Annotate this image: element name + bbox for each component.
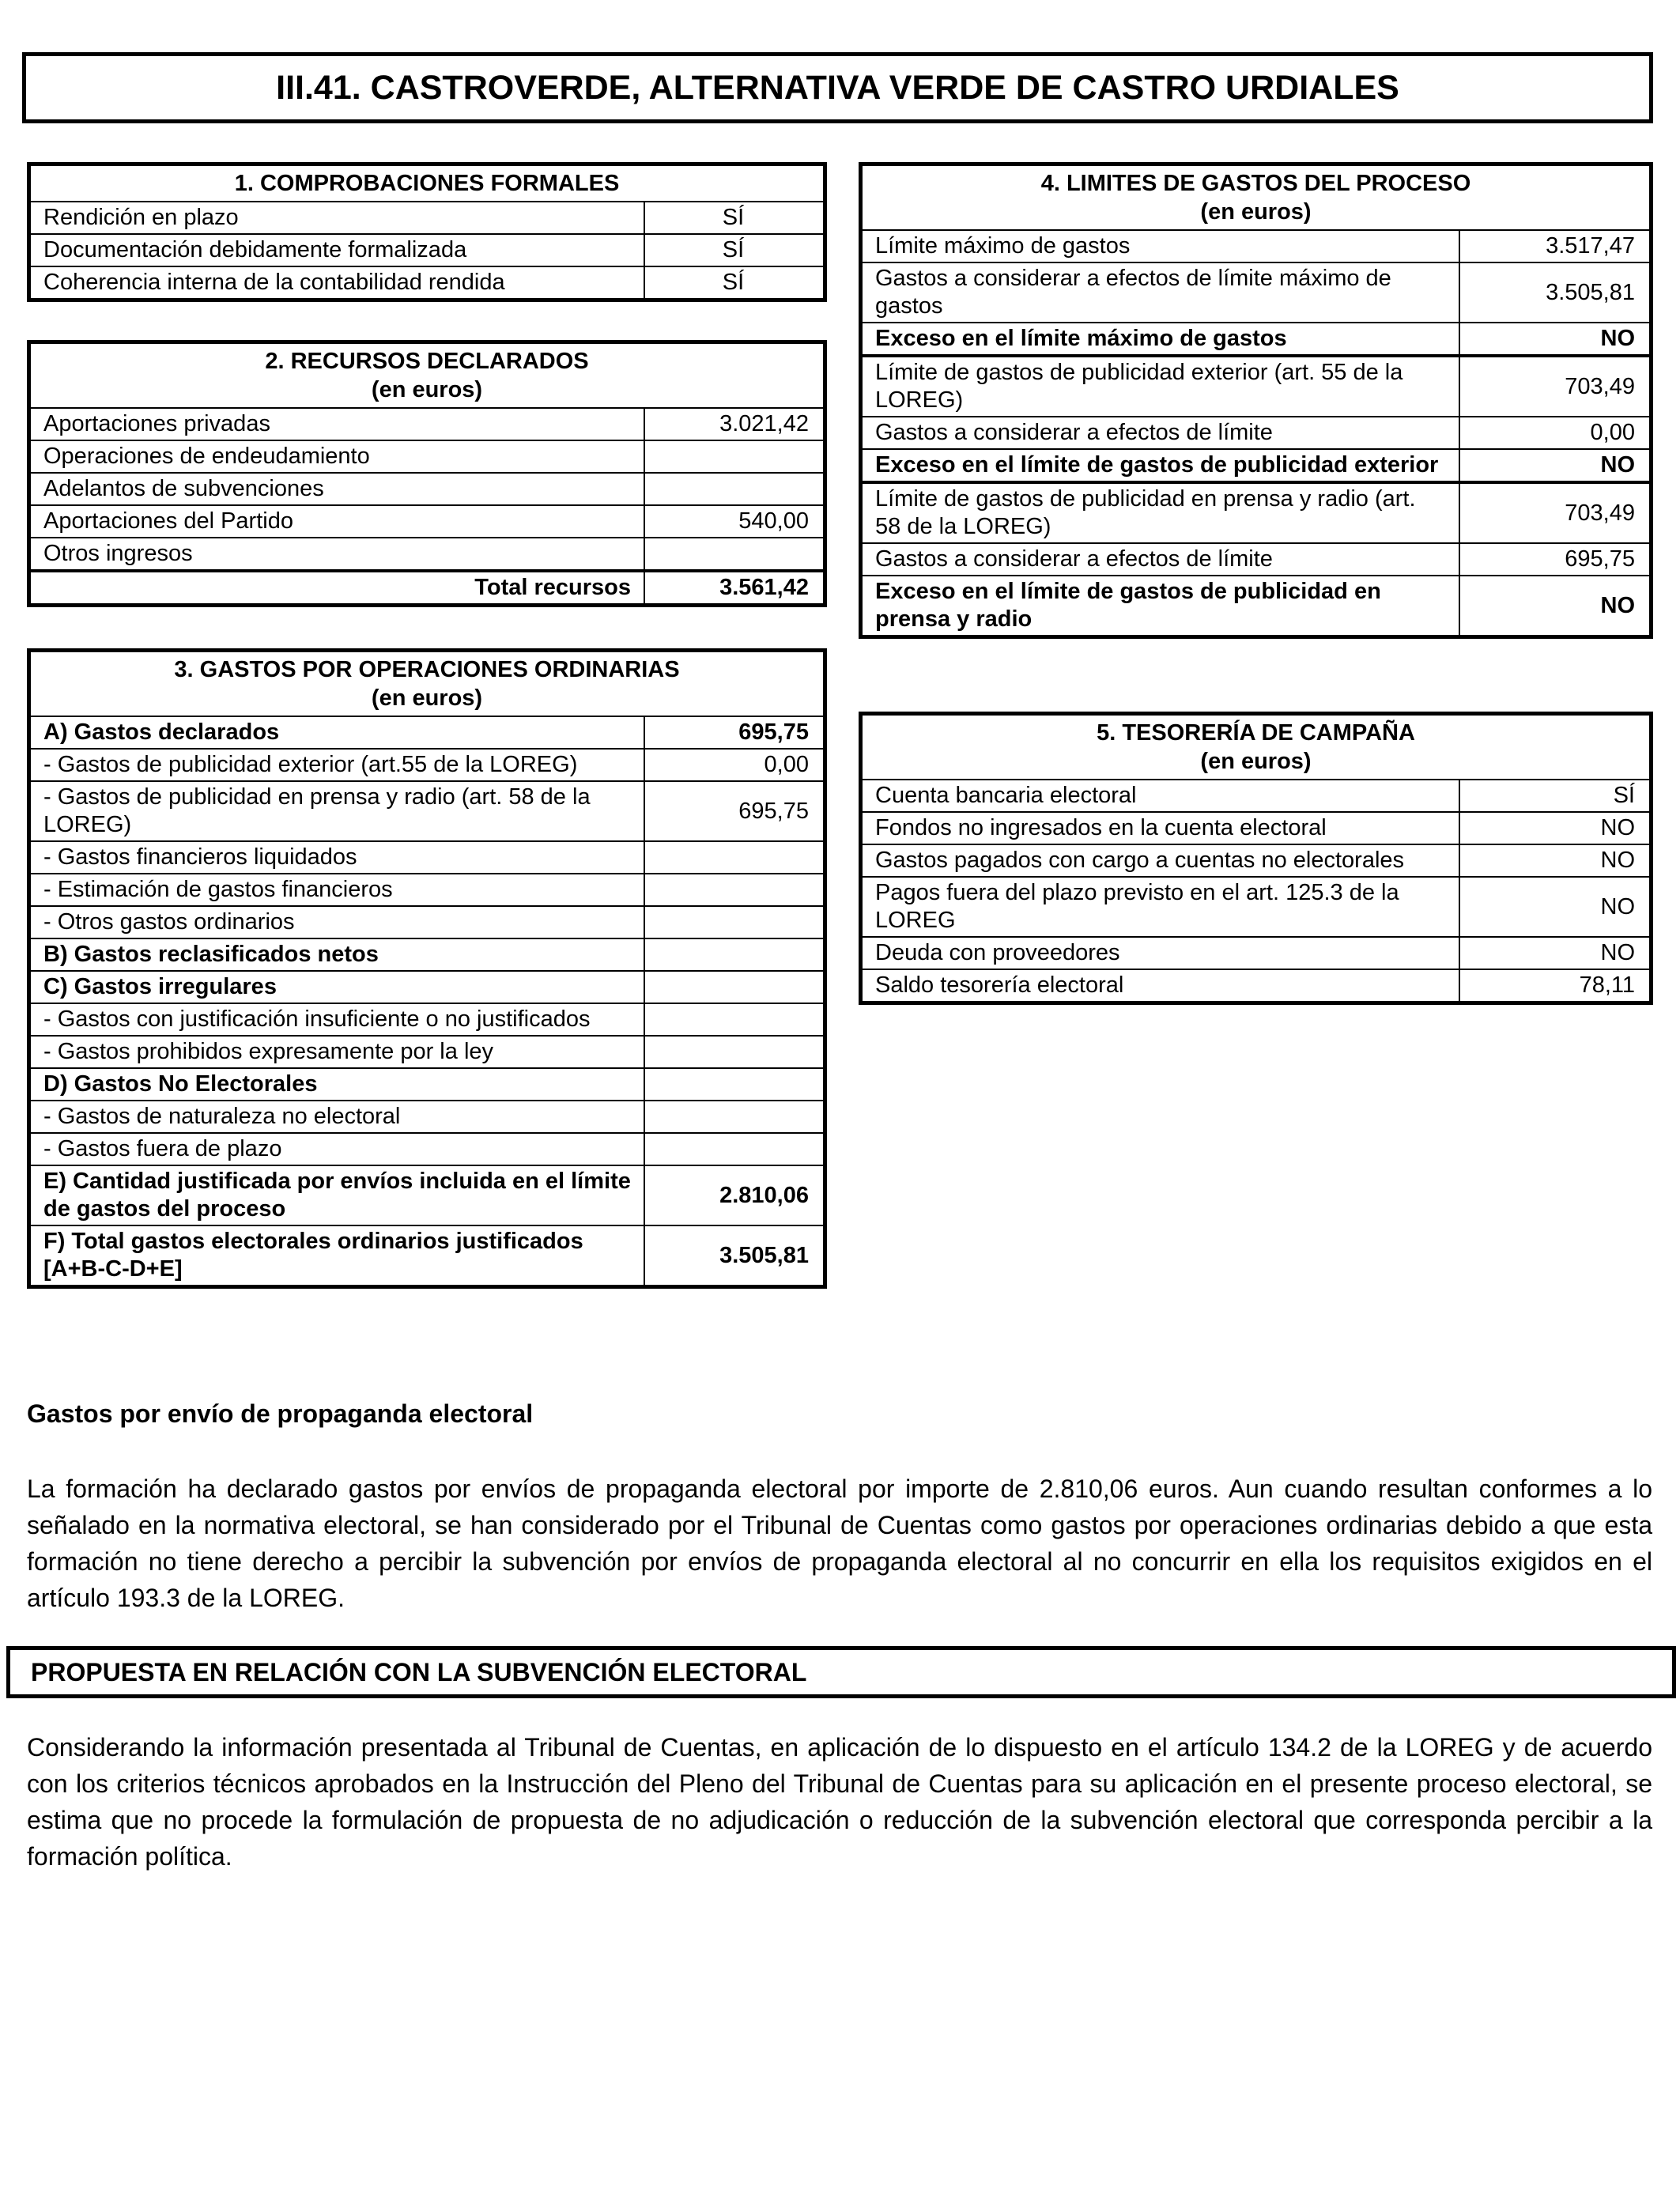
table-row: Otros ingresos — [31, 538, 823, 571]
formal-checks-table — [27, 162, 827, 302]
section-unit: (en euros) — [371, 377, 483, 402]
table-row: Gastos pagados con cargo a cuentas no electorales NO — [863, 844, 1649, 877]
table-row: D) Gastos No Electorales — [31, 1068, 823, 1101]
propuesta-heading: PROPUESTA EN RELACIÓN CON LA SUBVENCIÓN ELECTORAL — [6, 1646, 1676, 1698]
propuesta-paragraph: Considerando la información presentada al Tribunal de Cuentas, en aplicación de lo dispuesto en el artículo 134.2 de la LOREG y de acuerdo con los criterios técnicos aprobados en la Instrucción del Pleno del Tribunal de Cuentas para su aplicación en el presente proceso electoral, se estima que no procede la formulación de propuesta de no adjudicación o reducción de la subvención electoral que corresponda percibir a la formación política. — [27, 1733, 1652, 1871]
table-row: Exceso en el límite de gastos de publicidad en prensa y radio NO — [863, 576, 1649, 635]
section-title: 3. GASTOS POR OPERACIONES ORDINARIAS — [174, 657, 680, 682]
table-row: Exceso en el límite de gastos de publicidad exterior NO — [863, 449, 1649, 482]
page-title: III.41. CASTROVERDE, ALTERNATIVA VERDE DE CASTRO URDIALES — [22, 52, 1653, 123]
table-row: Cuenta bancaria electoral SÍ — [863, 780, 1649, 812]
table-row: F) Total gastos electorales ordinarios justificados [A+B-C-D+E] 3.505,81 — [31, 1225, 823, 1285]
table-row: Operaciones de endeudamiento — [31, 440, 823, 473]
table-row: Pagos fuera del plazo previsto en el art. 125.3 de la LOREG NO — [863, 877, 1649, 937]
table-row: Gastos a considerar a efectos de límite 0,00 — [863, 417, 1649, 449]
spending-limits-table — [859, 162, 1653, 639]
table-row: Gastos a considerar a efectos de límite 695,75 — [863, 543, 1649, 576]
table-row: - Gastos de publicidad en prensa y radio (art. 58 de la LOREG) 695,75 — [31, 781, 823, 841]
table-row: - Gastos con justificación insuficiente o no justificados — [31, 1003, 823, 1036]
section-title: 5. TESORERÍA DE CAMPAÑA — [1097, 720, 1415, 746]
section-title: 4. LIMITES DE GASTOS DEL PROCESO — [1040, 171, 1471, 196]
table-row: Fondos no ingresados en la cuenta electoral NO — [863, 812, 1649, 844]
table-row: - Gastos de publicidad exterior (art.55 de la LOREG) 0,00 — [31, 749, 823, 781]
table-row: - Otros gastos ordinarios — [31, 906, 823, 938]
total-row: Total recursos 3.561,42 — [31, 571, 823, 603]
table-row: Documentación debidamente formalizada SÍ — [31, 234, 823, 266]
table-row: - Estimación de gastos financieros — [31, 874, 823, 906]
table-row: B) Gastos reclasificados netos — [31, 938, 823, 971]
table-row: Límite de gastos de publicidad en prensa y radio (art. 58 de la LOREG) 703,49 — [863, 482, 1649, 543]
section-unit: (en euros) — [1200, 199, 1312, 225]
section-unit: (en euros) — [1200, 749, 1312, 774]
table-row: Aportaciones privadas 3.021,42 — [31, 408, 823, 440]
table-row: Exceso en el límite máximo de gastos NO — [863, 323, 1649, 356]
section-title: 2. RECURSOS DECLARADOS — [265, 349, 589, 374]
envio-heading: Gastos por envío de propaganda electoral — [27, 1399, 534, 1428]
declared-resources-table — [27, 340, 827, 607]
section-unit: (en euros) — [371, 685, 483, 711]
table-row: C) Gastos irregulares — [31, 971, 823, 1003]
ordinary-expenses-table — [27, 648, 827, 1289]
table-row: Aportaciones del Partido 540,00 — [31, 505, 823, 538]
table-row: Límite de gastos de publicidad exterior (art. 55 de la LOREG) 703,49 — [863, 356, 1649, 417]
campaign-treasury-table — [859, 712, 1653, 1005]
table-row: - Gastos financieros liquidados — [31, 841, 823, 874]
envio-paragraph: La formación ha declarado gastos por envíos de propaganda electoral por importe de 2.810,06 euros. Aun cuando resultan conformes a lo señalado en la normativa electoral, se han considerado por el Tribunal de Cuentas como gastos por operaciones ordinarias debido a que esta formación no tiene derecho a percibir la subvención por envíos de propaganda electoral al no concurrir en ella los requisitos exigidos en el artículo 193.3 de la LOREG. — [27, 1475, 1652, 1612]
table-row: Adelantos de subvenciones — [31, 473, 823, 505]
table-row: Rendición en plazo SÍ — [31, 202, 823, 234]
table-row: Deuda con proveedores NO — [863, 937, 1649, 969]
section-title: 1. COMPROBACIONES FORMALES — [234, 171, 620, 196]
table-row: - Gastos de naturaleza no electoral — [31, 1101, 823, 1133]
table-row: Límite máximo de gastos 3.517,47 — [863, 230, 1649, 262]
table-row: - Gastos prohibidos expresamente por la ley — [31, 1036, 823, 1068]
table-row: A) Gastos declarados 695,75 — [31, 716, 823, 749]
table-row: Saldo tesorería electoral 78,11 — [863, 969, 1649, 1001]
table-row: E) Cantidad justificada por envíos incluida en el límite de gastos del proceso 2.810,06 — [31, 1165, 823, 1225]
table-row: - Gastos fuera de plazo — [31, 1133, 823, 1165]
table-row: Gastos a considerar a efectos de límite máximo de gastos 3.505,81 — [863, 262, 1649, 323]
table-row: Coherencia interna de la contabilidad rendida SÍ — [31, 266, 823, 298]
